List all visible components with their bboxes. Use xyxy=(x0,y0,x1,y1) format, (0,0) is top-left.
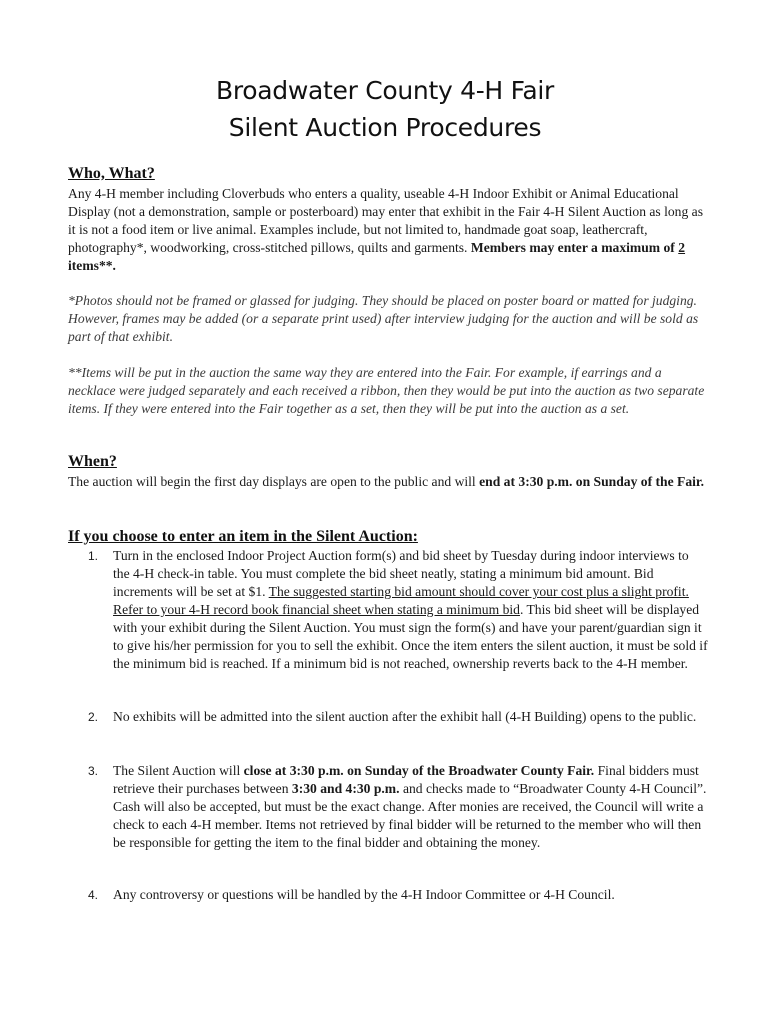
who-what-paragraph xyxy=(68,185,708,275)
list-item-text: No exhibits will be admitted into the silent auction after the exhibit hall (4-H Building) opens to the public. xyxy=(113,709,697,724)
procedure-heading-text: If you choose to enter an item in the Silent Auction xyxy=(68,528,413,545)
max-items-number: 2 xyxy=(678,240,686,255)
item3-text-b: Final bidders must retrieve their purchases between xyxy=(113,763,699,796)
list-item xyxy=(88,762,708,852)
item1-underlined-text: The suggested starting bid amount should cover your cost plus a slight profit. Refer to your 4-H record book financial sheet when stating a minimum bid xyxy=(113,584,689,617)
list-item xyxy=(88,547,708,673)
max-items-lead: Members may enter a maximum of xyxy=(470,240,679,255)
item1-text-a: Turn in the enclosed Indoor Project Auction form(s) and bid sheet by Tuesday during indoor interviews to the 4-H check-in table. You must complete the bid sheet neatly, stating a minimum bid amount. Bid increments will be set at $1. xyxy=(113,548,689,599)
item3-text-a: The Silent Auction will xyxy=(113,763,244,778)
list-item-text xyxy=(113,762,708,852)
who-what-text: Any 4-H member including Cloverbuds who enters a quality, useable 4-H Indoor Exhibit or Animal Educational Display (not a demonstration, sample or posterboard) may enter that exhibit in the Fair 4-H Silent Auction as long as it is not a food item or live animal. Examples include, but not limited to, handmade goat soap, leathercraft, photography*, woodworking, cross-stitched pillows, quilts and garments. xyxy=(68,186,703,255)
max-items-tail: items**. xyxy=(68,258,116,273)
when-paragraph xyxy=(68,473,708,491)
when-text: The auction will begin the first day displays are open to the public and will xyxy=(68,474,480,489)
procedure-heading xyxy=(68,528,418,546)
item3-close-time: close at 3:30 p.m. on Sunday of the Broadwater County Fair. xyxy=(243,763,595,778)
when-end-time: end at 3:30 p.m. on Sunday of the Fair. xyxy=(479,474,705,489)
list-item xyxy=(88,708,708,726)
list-number: 1. xyxy=(88,549,99,563)
list-item xyxy=(88,886,708,904)
document-title: Broadwater County 4-H Fair xyxy=(215,76,555,105)
list-number: 4. xyxy=(88,888,99,902)
items-note: **Items will be put in the auction the same way they are entered into the Fair. For example, if earrings and a necklace were judged separately and each received a ribbon, then they would be put into the auction as two separate items. If they were entered into the Fair together as a set, then they will be put into the auction as a set. xyxy=(68,365,705,416)
procedure-heading-colon: : xyxy=(412,528,418,545)
list-number: 2. xyxy=(88,710,99,724)
item3-pickup-window: 3:30 and 4:30 p.m. xyxy=(291,781,400,796)
list-item-text: Any controversy or questions will be handled by the 4-H Indoor Committee or 4-H Council. xyxy=(113,887,615,902)
photos-note: *Photos should not be framed or glassed for judging. They should be placed on poster board or matted for judging. However, frames may be added (or a separate print used) after interview judging for the auction and will be sold as part of that exhibit. xyxy=(68,293,699,344)
list-number: 3. xyxy=(88,764,99,778)
item1-text-b: . This bid sheet will be displayed with your exhibit during the Silent Auction. You must sign the form(s) and have your parent/guardian sign it to give his/her permission for you to sell the exhibit. Once the item enters the silent auction, it must be sold if the minimum bid is reached. If a minimum bid is not reached, ownership reverts back to the 4-H member. xyxy=(113,602,708,671)
who-what-heading: Who, What? xyxy=(68,165,155,182)
list-item-text xyxy=(113,547,708,673)
when-heading: When? xyxy=(68,453,117,470)
document-subtitle: Silent Auction Procedures xyxy=(228,113,542,142)
item3-text-c: and checks made to “Broadwater County 4-H Council”. Cash will also be accepted, but must be the exact change. After monies are received, the Council will write a check to each 4-H member. Items not retrieved by final bidder will be returned to the member who will then be responsible for getting the item to the final bidder and obtaining the money. xyxy=(113,781,707,850)
